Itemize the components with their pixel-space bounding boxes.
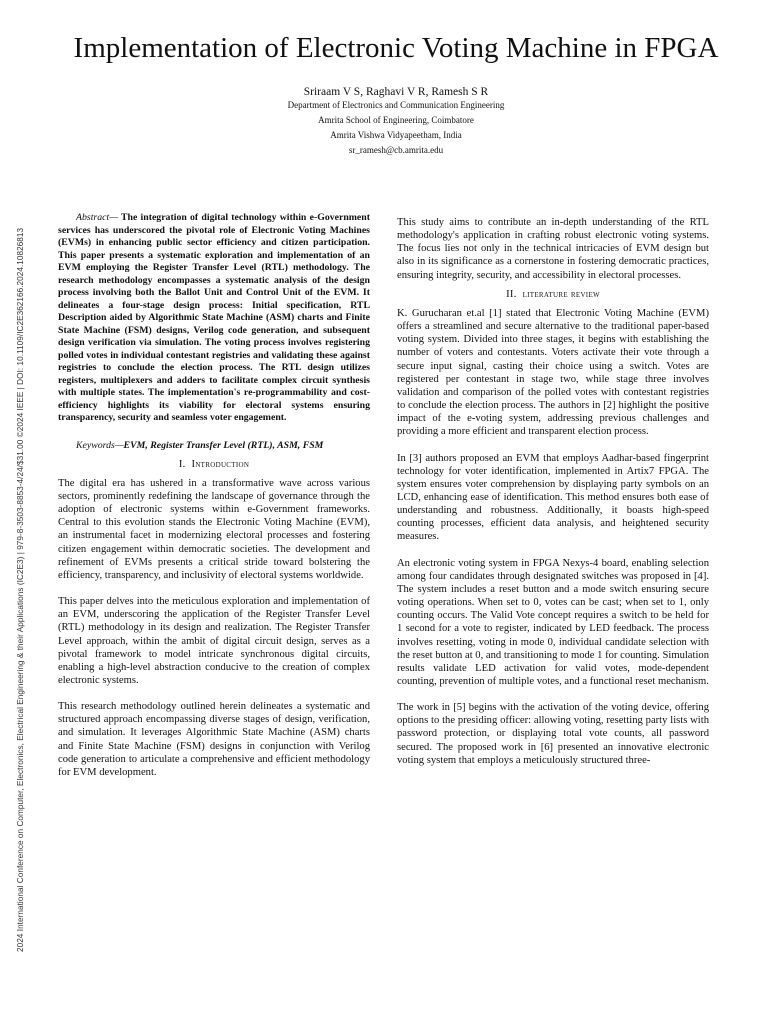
intro-paragraph-1: The digital era has ushered in a transformative wave across various sectors, prominently redefining the landscape of governance through the adoption of electronic systems within e-Government frameworks. Central to this evolution stands the Electronic Voting Machine (EVM), an instrumental facet in modernizing electoral processes and fostering citizen engagement within democratic societies. The development and refinement of EVMs presents a critical stride toward bolstering the efficiency, transparency, and inclusivity of electoral systems worldwide.	[58, 477, 370, 581]
doi-sidebar-text: 2024 International Conference on Computer, Electronics, Electrical Engineering & their Applications (IC2E3) | 979-8-3503-8853-4/24/$31.00 ©2024 IEEE | DOI: 10.1109/IC2E362166.2024.10826813	[16, 227, 25, 952]
intro-paragraph-2: This paper delves into the meticulous exploration and implementation of an EVM, underscoring the application of the Register Transfer Level (RTL) methodology in its design and realization. The Register Transfer Level approach, within the ambit of digital circuit design, serves as a pivotal framework to model intricate synchronous digital circuits, enabling a high-level abstraction conducive to the creation of complex electronic systems.	[58, 596, 370, 686]
affiliation-university: Amrita Vishwa Vidyapeetham, India	[330, 130, 462, 140]
left-column	[58, 212, 370, 779]
lit-paragraph-4: The work in [5] begins with the activation of the voting device, offering options to the presiding officer: allowing voting, resetting party lists with password protection, or displaying total vote counts, all password secured. The proposed work in [6] presented an innovative electronic voting system that employs a meticulously structured three-	[397, 702, 709, 766]
section-number: II.	[506, 288, 517, 300]
affiliation-department: Department of Electronics and Communication Engineering	[287, 100, 505, 110]
abstract-text: The integration of digital technology within e-Government services has underscored the pivotal role of Electronic Voting Machines (EVMs) in enhancing public sector efficiency and citizen participation. This paper presents a systematic exploration and implementation of an EVM employing the Register Transfer Level (RTL) methodology. The research methodology encompasses a systematic analysis of the design process involving both the Ballot Unit and Control Unit of the EVM. It delineates a four-stage design process: Initial specification, RTL Description aided by Algorithmic State Machine (ASM) charts and Finite State Machine (FSM) designs, Verilog code generation, and subsequent design verification via simulation. The voting process involves registering polled votes in individual contestant registries and validating these against registries to conclude the election process. The RTL design utilizes registers, multiplexers and adders to facilitate complex circuit synthesis with multiple states. The implementation's re-programmability and cost-efficiency highlights its viability for electoral systems ensuring transparency, security and seamless voter engagement.	[58, 212, 370, 423]
section-title: literature review	[522, 288, 600, 300]
intro-paragraph-3: This research methodology outlined herein delineates a systematic and structured approach encompassing diverse stages of design, verification, and simulation. It leverages Algorithmic State Machine (ASM) charts and Finite State Machine (FSM) designs in conjunction with Verilog code generation to articulate a comprehensive and efficient methodology for EVM development.	[58, 701, 370, 778]
conference-sidebar	[6, 0, 26, 1024]
abstract-lead: Abstract—	[76, 212, 118, 223]
paper-title: Implementation of Electronic Voting Machine in FPGA	[73, 32, 719, 64]
section-heading-introduction	[58, 458, 370, 471]
section-number: I.	[178, 458, 186, 470]
section-title: Introduction	[191, 458, 250, 470]
intro-paragraph-4: This study aims to contribute an in-depth understanding of the RTL methodology's application in crafting robust electronic voting systems. The focus lies not only in the technical intricacies of EVM design but also in its significance as a cornerstone in fostering democratic practices, ensuring integrity, security, and accessibility in electoral processes.	[397, 217, 709, 281]
section-heading-literature-review	[397, 288, 709, 301]
right-column	[397, 216, 709, 767]
lit-paragraph-3: An electronic voting system in FPGA Nexys-4 board, enabling selection among four candidates through designated switches was proposed in [4]. The system includes a reset button and a mode switch ensuring secure voting operations. When set to 0, votes can be cast; when set to 1, only counting occurs. The Valid Vote concept requires a switch to be held for 1 second for a vote to register, indicated by LED feedback. The process involves resetting, voting in mode 0, individual candidate selection with the reset button at 0, and transitioning to mode 1 for counting. Simulation results validate LED activation for valid votes, mode-dependent counting, prevention of multiple votes, and a functional reset mechanism.	[397, 557, 709, 687]
paper-header	[40, 32, 752, 158]
keywords	[58, 439, 370, 452]
author-list: Sriraam V S, Raghavi V R, Ramesh S R	[303, 86, 489, 98]
author-email: sr_ramesh@cb.amrita.edu	[348, 145, 444, 155]
lit-paragraph-2: In [3] authors proposed an EVM that employs Aadhar-based fingerprint technology for voter identification, implemented in Artix7 FPGA. The system ensures voter comprehension by displaying party symbols on an LCD, enhancing ease of identification. This method ensures both ease of understanding and robustness. Additionally, it boasts high-speed counting processes, efficient data analysis, and heightened security measures.	[397, 452, 709, 543]
lit-paragraph-1: K. Gurucharan et.al [1] stated that Electronic Voting Machine (EVM) offers a streamlined and secure alternative to the traditional paper-based voting system. Divided into three stages, it begins with establishing the number of voters and contestants. Voters activate their vote through a secure input signal, casting their choice using a switch. Votes are registered per contestant in stage two, while stage three involves validation and comparison of the polled votes with contestant registries to conclude the election process. The authors in [2] highlight the positive impact of the e-voting system, addressing previous challenges and providing a more efficient and transparent election process.	[397, 307, 709, 438]
affiliation-school: Amrita School of Engineering, Coimbatore	[318, 115, 474, 125]
keywords-lead: Keywords—	[76, 439, 124, 451]
keywords-text: EVM, Register Transfer Level (RTL), ASM, FSM	[123, 439, 324, 451]
abstract	[58, 212, 370, 425]
